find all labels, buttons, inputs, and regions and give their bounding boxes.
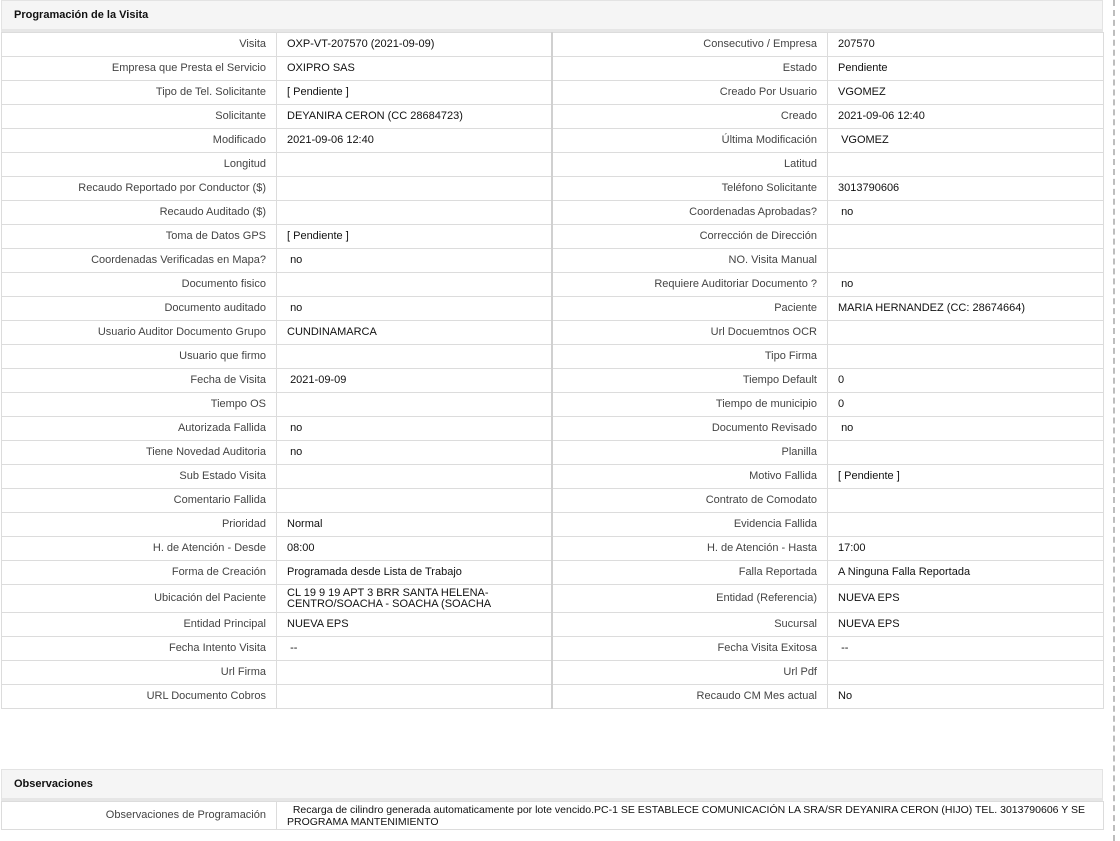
- field-label: Toma de Datos GPS: [2, 225, 277, 249]
- field-value: [277, 393, 552, 417]
- observaciones-panel: [1, 769, 1103, 830]
- table-row: [2, 561, 1104, 585]
- field-value: no: [277, 297, 552, 321]
- field-value: [277, 177, 552, 201]
- field-label: Paciente: [552, 297, 828, 321]
- field-value: no: [277, 417, 552, 441]
- field-value: NUEVA EPS: [828, 585, 1104, 613]
- field-value: MARIA HERNANDEZ (CC: 28674664): [828, 297, 1104, 321]
- field-value: [828, 225, 1104, 249]
- field-label: Documento fisico: [2, 273, 277, 297]
- field-value: [828, 661, 1104, 685]
- field-value: [ Pendiente ]: [277, 81, 552, 105]
- table-row: [2, 177, 1104, 201]
- field-value: VGOMEZ: [828, 81, 1104, 105]
- table-row: [2, 441, 1104, 465]
- field-label: Solicitante: [2, 105, 277, 129]
- field-label: Evidencia Fallida: [552, 513, 828, 537]
- field-value: no: [828, 273, 1104, 297]
- field-label: Creado Por Usuario: [552, 81, 828, 105]
- field-value: --: [277, 637, 552, 661]
- field-label: Observaciones de Programación: [2, 802, 277, 830]
- field-value: [828, 513, 1104, 537]
- field-label: Tipo Firma: [552, 345, 828, 369]
- field-value: 0: [828, 369, 1104, 393]
- field-value: NUEVA EPS: [277, 613, 552, 637]
- field-label: Prioridad: [2, 513, 277, 537]
- field-value: no: [828, 417, 1104, 441]
- field-value: [828, 153, 1104, 177]
- field-value: no: [277, 249, 552, 273]
- field-label: Teléfono Solicitante: [552, 177, 828, 201]
- field-value: A Ninguna Falla Reportada: [828, 561, 1104, 585]
- field-label: Ubicación del Paciente: [2, 585, 277, 613]
- field-value: [828, 345, 1104, 369]
- field-value: CUNDINAMARCA: [277, 321, 552, 345]
- table-row: [2, 345, 1104, 369]
- field-label: Url Docuemtnos OCR: [552, 321, 828, 345]
- field-label: Contrato de Comodato: [552, 489, 828, 513]
- table-row: [2, 513, 1104, 537]
- table-row: [2, 465, 1104, 489]
- field-label: Última Modificación: [552, 129, 828, 153]
- field-value: [828, 441, 1104, 465]
- field-label: Modificado: [2, 129, 277, 153]
- field-value: NUEVA EPS: [828, 613, 1104, 637]
- field-value: [828, 249, 1104, 273]
- field-value: [277, 153, 552, 177]
- field-label: Motivo Fallida: [552, 465, 828, 489]
- field-label: URL Documento Cobros: [2, 685, 277, 709]
- field-label: Sub Estado Visita: [2, 465, 277, 489]
- table-row: [2, 393, 1104, 417]
- field-label: Usuario que firmo: [2, 345, 277, 369]
- visit-details-table: [1, 32, 1104, 709]
- table-row: [2, 685, 1104, 709]
- field-label: Sucursal: [552, 613, 828, 637]
- programacion-panel: [1, 0, 1103, 709]
- field-value: [277, 201, 552, 225]
- field-value: OXP-VT-207570 (2021-09-09): [277, 33, 552, 57]
- table-row: [2, 802, 1104, 830]
- field-label: Creado: [552, 105, 828, 129]
- table-row: [2, 129, 1104, 153]
- field-value: 2021-09-06 12:40: [828, 105, 1104, 129]
- field-value: 17:00: [828, 537, 1104, 561]
- field-label: Corrección de Dirección: [552, 225, 828, 249]
- field-label: Documento Revisado: [552, 417, 828, 441]
- field-label: Tiempo de municipio: [552, 393, 828, 417]
- field-value: Programada desde Lista de Trabajo: [277, 561, 552, 585]
- panel-title: Programación de la Visita: [1, 0, 1103, 32]
- field-label: Fecha Intento Visita: [2, 637, 277, 661]
- field-value: [277, 465, 552, 489]
- field-value: [ Pendiente ]: [828, 465, 1104, 489]
- field-label: Fecha Visita Exitosa: [552, 637, 828, 661]
- field-label: Recaudo CM Mes actual: [552, 685, 828, 709]
- field-value: --: [828, 637, 1104, 661]
- field-label: Coordenadas Verificadas en Mapa?: [2, 249, 277, 273]
- field-value: 3013790606: [828, 177, 1104, 201]
- table-row: [2, 661, 1104, 685]
- table-row: [2, 637, 1104, 661]
- field-label: Falla Reportada: [552, 561, 828, 585]
- table-row: [2, 105, 1104, 129]
- field-value: [828, 321, 1104, 345]
- table-row: [2, 613, 1104, 637]
- field-label: Requiere Auditoriar Documento ?: [552, 273, 828, 297]
- field-label: Url Firma: [2, 661, 277, 685]
- field-label: Documento auditado: [2, 297, 277, 321]
- field-value: no: [277, 441, 552, 465]
- field-value: 0: [828, 393, 1104, 417]
- field-label: Tiempo Default: [552, 369, 828, 393]
- table-row: [2, 369, 1104, 393]
- observaciones-table: [1, 801, 1104, 830]
- field-value: CL 19 9 19 APT 3 BRR SANTA HELENA-CENTRO/SOACHA - SOACHA (SOACHA: [277, 585, 552, 613]
- field-label: H. de Atención - Desde: [2, 537, 277, 561]
- field-label: Fecha de Visita: [2, 369, 277, 393]
- field-label: Autorizada Fallida: [2, 417, 277, 441]
- field-label: Tiempo OS: [2, 393, 277, 417]
- table-row: [2, 201, 1104, 225]
- table-row: [2, 57, 1104, 81]
- field-label: Entidad (Referencia): [552, 585, 828, 613]
- table-row: [2, 33, 1104, 57]
- field-value: 2021-09-09: [277, 369, 552, 393]
- field-value: VGOMEZ: [828, 129, 1104, 153]
- field-label: Estado: [552, 57, 828, 81]
- table-row: [2, 489, 1104, 513]
- field-value: 207570: [828, 33, 1104, 57]
- field-value: [ Pendiente ]: [277, 225, 552, 249]
- table-row: [2, 273, 1104, 297]
- field-label: Empresa que Presta el Servicio: [2, 57, 277, 81]
- table-row: [2, 225, 1104, 249]
- field-label: Latitud: [552, 153, 828, 177]
- field-label: NO. Visita Manual: [552, 249, 828, 273]
- field-label: Recaudo Auditado ($): [2, 201, 277, 225]
- field-value: [277, 661, 552, 685]
- field-value: 08:00: [277, 537, 552, 561]
- field-label: Forma de Creación: [2, 561, 277, 585]
- field-value: OXIPRO SAS: [277, 57, 552, 81]
- field-value: 2021-09-06 12:40: [277, 129, 552, 153]
- field-label: Consecutivo / Empresa: [552, 33, 828, 57]
- field-label: Coordenadas Aprobadas?: [552, 201, 828, 225]
- field-value: [277, 489, 552, 513]
- table-row: [2, 249, 1104, 273]
- field-value: No: [828, 685, 1104, 709]
- field-label: Planilla: [552, 441, 828, 465]
- table-row: [2, 297, 1104, 321]
- field-value: [277, 273, 552, 297]
- field-label: Comentario Fallida: [2, 489, 277, 513]
- field-value: Normal: [277, 513, 552, 537]
- field-label: Usuario Auditor Documento Grupo: [2, 321, 277, 345]
- field-value: [277, 345, 552, 369]
- field-label: Longitud: [2, 153, 277, 177]
- field-label: Visita: [2, 33, 277, 57]
- field-value: [277, 685, 552, 709]
- field-value: no: [828, 201, 1104, 225]
- table-row: [2, 585, 1104, 613]
- field-label: Url Pdf: [552, 661, 828, 685]
- field-label: H. de Atención - Hasta: [552, 537, 828, 561]
- field-value: DEYANIRA CERON (CC 28684723): [277, 105, 552, 129]
- field-value: Pendiente: [828, 57, 1104, 81]
- panel-title-observaciones: Observaciones: [1, 769, 1103, 801]
- field-value: Recarga de cilindro generada automaticamente por lote vencido.PC-1 SE ESTABLECE COMUNICACIÓN LA SRA/SR DEYANIRA CERON (HIJO) TEL. 3013790606 Y SE PROGRAMA MANTENIMIENTO: [277, 802, 1104, 830]
- table-row: [2, 417, 1104, 441]
- field-label: Tiene Novedad Auditoria: [2, 441, 277, 465]
- table-row: [2, 537, 1104, 561]
- field-label: Recaudo Reportado por Conductor ($): [2, 177, 277, 201]
- table-row: [2, 321, 1104, 345]
- field-label: Tipo de Tel. Solicitante: [2, 81, 277, 105]
- field-value: [828, 489, 1104, 513]
- page-edge-divider: [1113, 0, 1115, 841]
- table-row: [2, 153, 1104, 177]
- field-label: Entidad Principal: [2, 613, 277, 637]
- table-row: [2, 81, 1104, 105]
